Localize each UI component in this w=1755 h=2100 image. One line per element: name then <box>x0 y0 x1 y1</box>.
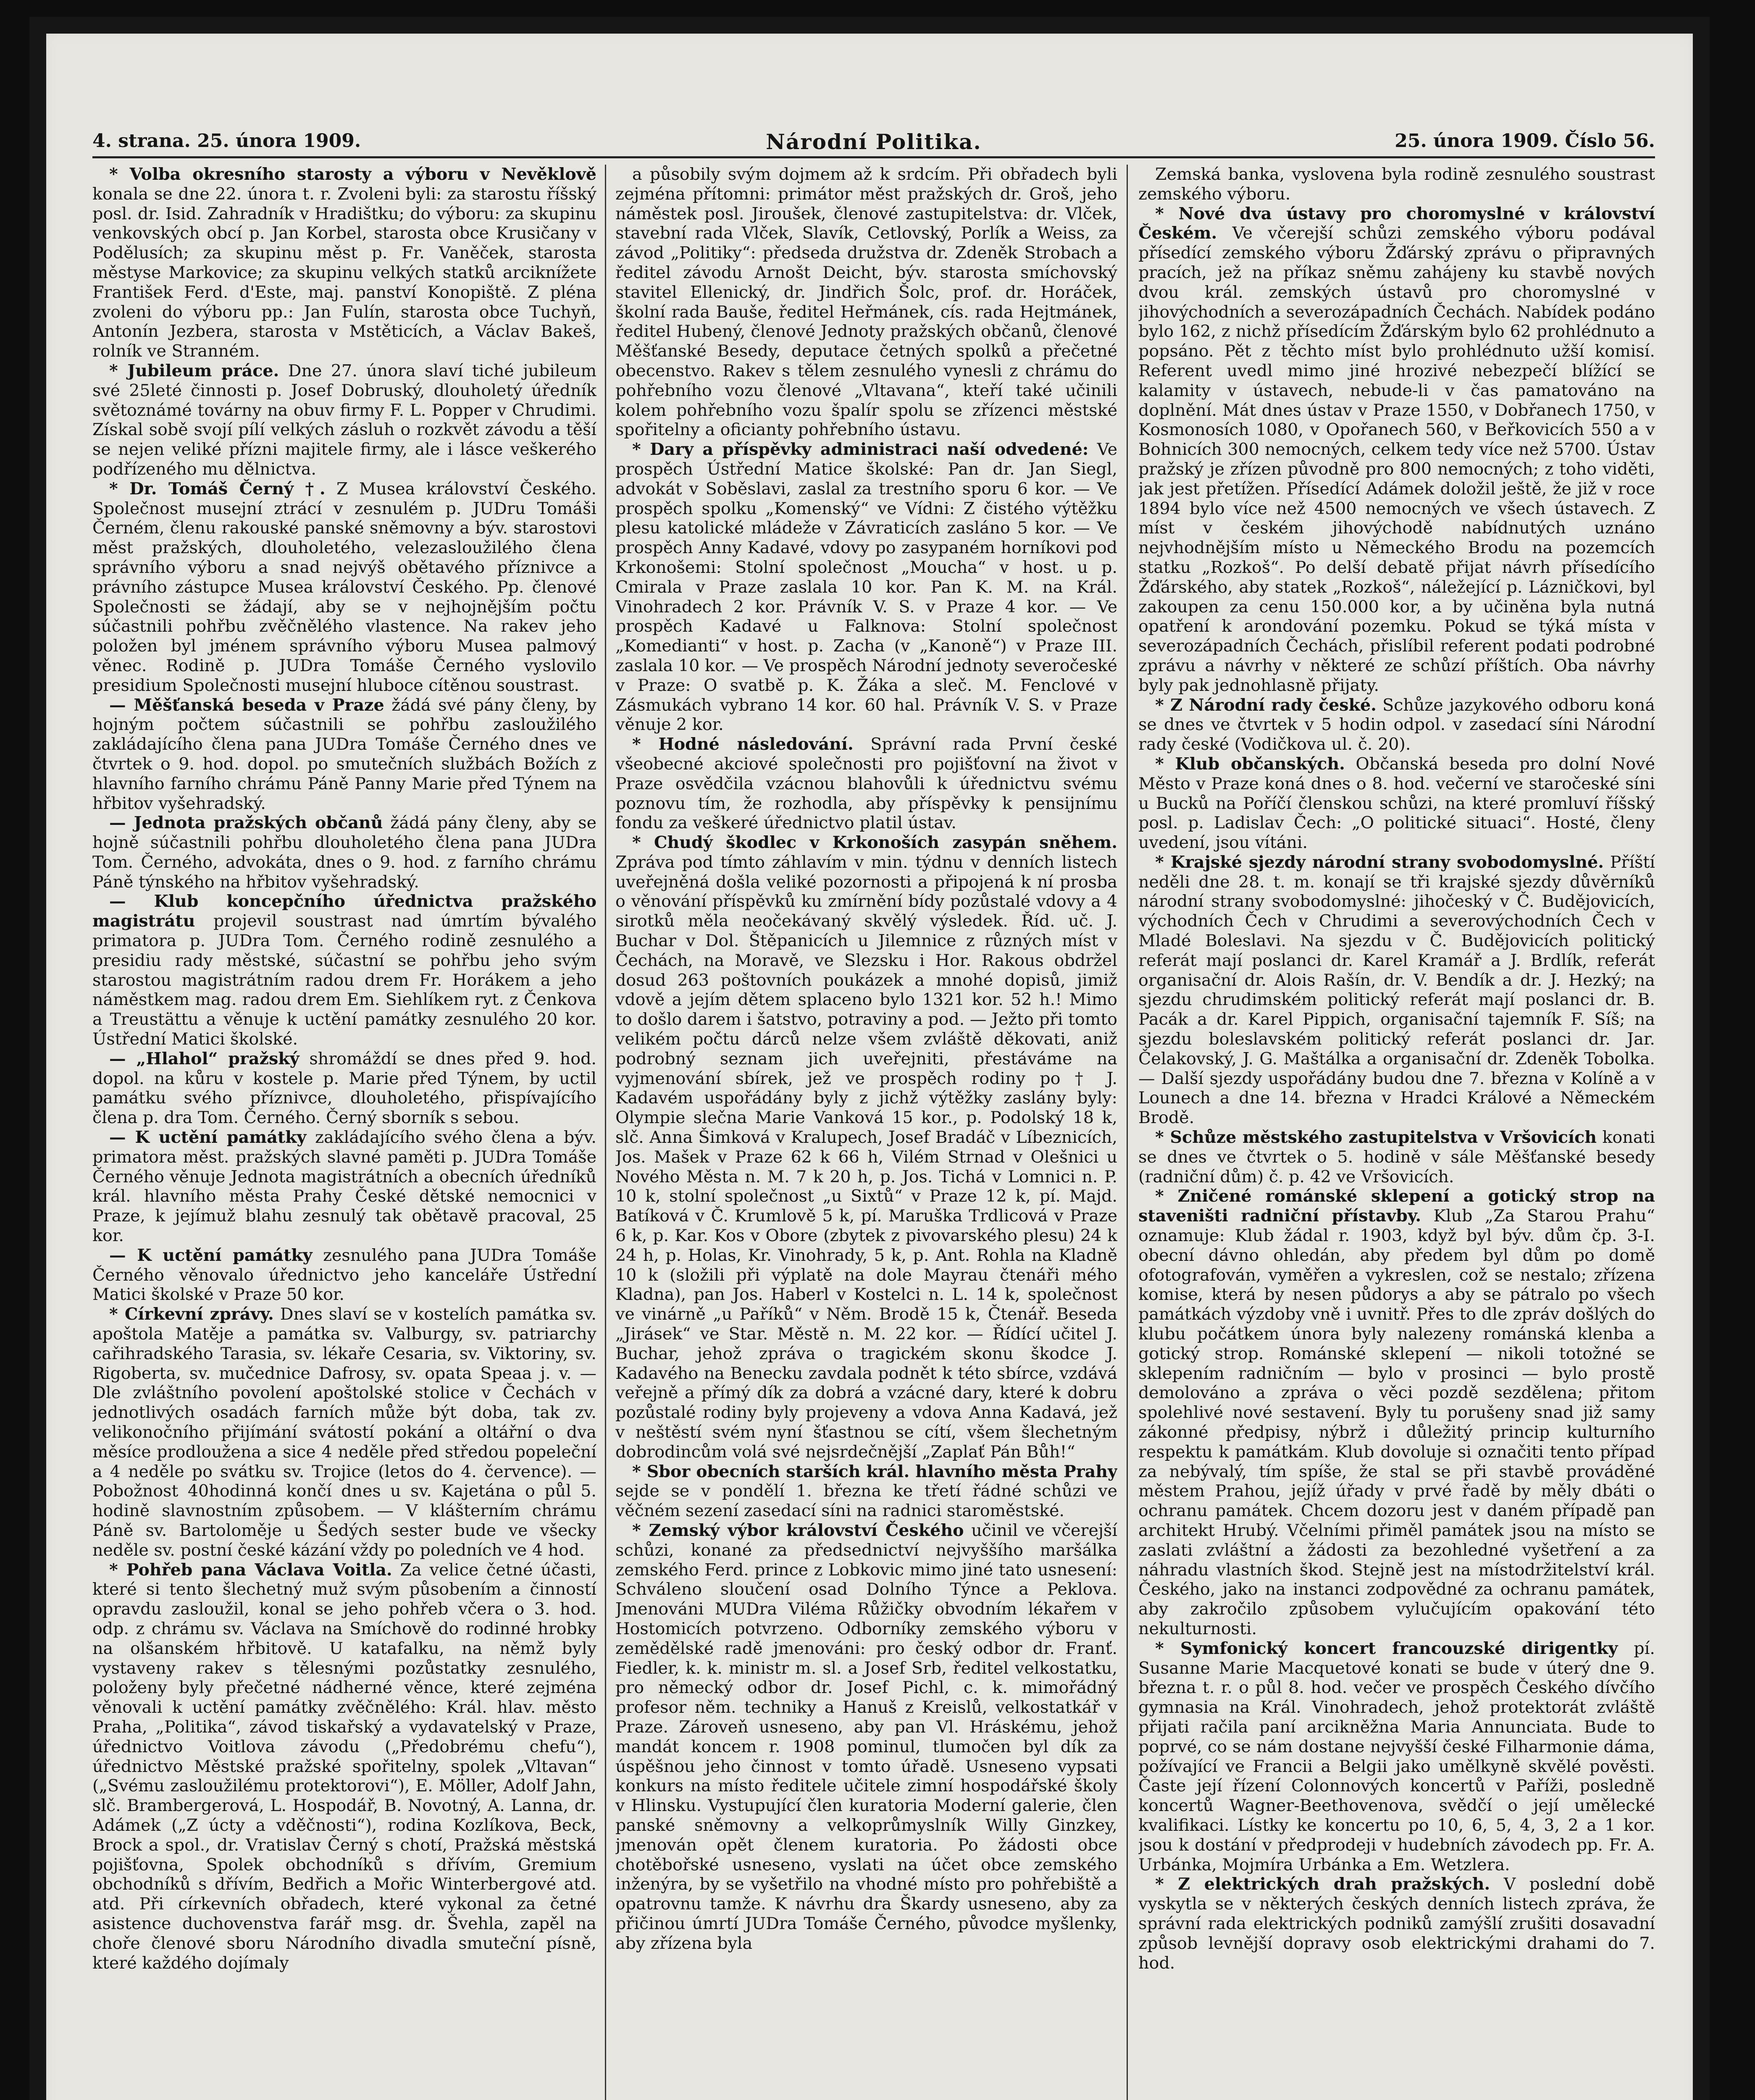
article-heading: * Z Národní rady české. <box>1155 695 1377 715</box>
article-paragraph <box>1138 1128 1655 1186</box>
article-text: Dne 27. února slaví tiché jubileum své 25leté činnosti p. Josef Dobruský, dlouholetý úředník světoznámé továrny na obuv firmy F. L. Popper v Chrudimi. Získal sobě svojí pílí velkých zásluh o rozkvět závodu a těší se nejen veliké přízni majitele firmy, ale i lásce veškerého podřízeného mu dělnictva. <box>92 361 596 479</box>
article-paragraph <box>92 165 596 361</box>
article-heading: — „Hlahol“ pražský <box>109 1049 300 1068</box>
article-heading: * Hodné následování. <box>632 735 854 754</box>
article-text: Za velice četné účasti, které si tento šlechetný muž svým působením a činností opravdu zasloužil, konal se jeho pohřeb včera o 3. hod. odp. z chrámu sv. Václava na Smíchově do rodinné hrobky na olšanském hřbitově. U katafalku, na němž byly vystaveny rakev s tělesnými pozůstatky zesnulého, položeny byly přečetné nádherné věnce, které zejména věnovali k uctění památky zvěčnělého: Král. hlav. město Praha, „Politika“, závod tiskařský a vydavatelský v Praze, úřednictvo Voitlova závodu („Předobrému chefu“), úřednictvo Městské pražské spořitelny, spolek „Vltavan“ („Svému zasloužilému protektorovi“), E. Möller, Adolf Jahn, slč. Brambergerová, L. Hospodář, B. Novotný, A. Lanna, dr. Adámek („Z úcty a vděčnosti“), rodina Kozlíkova, Beck, Brock a spol., dr. Vratislav Černý s chotí, Pražská městská pojišťovna, Spolek obchodníků s dřívím, Gremium obchodníků s dřívím, Bedřich a Mořic Winterbergové atd. atd. Při církevních obřadech, které vykonal za četné asistence duchovenstva farář msg. dr. Švehla, zapěl na choře členové sboru Národního divadla smuteční písně, které každého dojímaly <box>92 1560 596 1973</box>
article-text: Občanská beseda pro dolní Nové Město v Praze koná dnes o 8. hod. večerní ve staročeské síni u Bucků na Poříčí členskou schůzi, na které promluví říšský posl. p. Ladislav Čech: „O politické situaci“. Hosté, členy uvedení, jsou vítáni. <box>1138 754 1655 853</box>
column-divider <box>1127 165 1128 2100</box>
article-heading: * Sbor obecních starších král. hlavního města Prahy <box>632 1462 1117 1481</box>
article-heading: * Schůze městského zastupitelstva v Vršovicích <box>1155 1128 1597 1147</box>
article-text: Příští neděli dne 28. t. m. konají se tři krajské sjezdy důvěrníků národní strany svobodomyslné: jihočeský v Č. Budějovicích, východních Čech v Chrudimi a severovýchodních Čech v Mladé Boleslavi. Na sjezdu v Č. Budějovicích politický referát mají poslanci dr. Karel Kramář a J. Brdlík, referát organisační dr. Alois Rašín, dr. V. Bendík a dr. J. Hezký; na sjezdu chrudimském politický referát mají poslanci dr. B. Pacák a dr. Karel Pippich, organisační tajemník F. Síš; na sjezdu boleslavském politický referát poslanci dr. Jar. Čelakovský, J. G. Maštálka a organisační dr. Zdeněk Tobolka. — Další sjezdy uspořádány budou dne 7. března v Kolíně a v Lounech a dne 14. března v Hradci Králové a Německém Brodě. <box>1138 852 1655 1128</box>
article-heading: * Dr. Tomáš Černý †. <box>109 479 326 499</box>
article-heading: * Krajské sjezdy národní strany svobodomyslné. <box>1155 852 1604 872</box>
article-text: projevil soustrast nad úmrtím bývalého primatora p. JUDra Tom. Černého rodině zesnulého a presidiu rady městské, súčastní se pohřbu jeho svým starostou magistrátním radou drem Fr. Horákem a jeho náměstkem mag. radou drem Em. Siehlíkem ryt. z Čenkova a Treustättu a věnuje k uctění památky zesnulého 20 kor. Ústřední Matici školské. <box>92 911 596 1049</box>
article-text: konati se dnes ve čtvrtek o 5. hodině v sále Měšťanské besedy (radniční dům) č. p. 42 ve Vršovicích. <box>1138 1128 1655 1186</box>
article-paragraph <box>92 1560 596 1973</box>
article-paragraph <box>92 813 596 892</box>
article-heading: — K uctění památky <box>109 1128 307 1147</box>
article-text: Ve prospěch Ústřední Matice školské: Pan dr. Jan Siegl, advokát v Soběslavi, zaslal za trestního sporu 6 kor. — Ve prospěch spolku „Komenský“ ve Vídni: Z čistého výtěžku plesu katolické mládeže v Závraticích zasláno 5 kor. — Ve prospěch Anny Kadavé, vdovy po zasypaném horníkovi pod Krkonošemi: Stolní společnost „Moucha“ v host. u p. Cmirala v Praze zaslala 10 kor. Pan K. M. na Král. Vinohradech 2 kor. Právník V. S. v Praze 4 kor. — Ve prospěch Kadavé u Falknova: Stolní společnost „Komedianti“ v host. p. Zacha (v „Kanoně“) v Praze III. zaslala 10 kor. — Ve prospěch Národní jednoty severočeské v Praze: O svatbě p. K. Žáka a sleč. M. Fenclové v Zásmukách vybrano 14 kor. 60 hal. Právník V. S. v Praze věnuje 2 kor. <box>615 440 1117 735</box>
article-heading: * Nové dva ústavy pro choromyslné v království Českém. <box>1138 204 1655 243</box>
article-text: Dnes slaví se v kostelích památka sv. apoštola Matěje a památka sv. Valburgy, sv. patriarchy cařihradského Tarasia, sv. lékaře Cesaria, sv. Viktoriny, sv. Rigoberta, sv. mučednice Dafrosy, sv. opata Speaa j. v. — Dle zvláštního povolení apoštolské stolice v Čechách v jednotlivých osadách farních může být doba, tak zv. velikonočního přijímání svátostí pokání a oltářní o dva měsíce prodloužena a sice 4 neděle před středou popeleční a 4 neděle po svátku sv. Trojice (letos do 4. července). — Pobožnost 40hodinná končí dnes u sv. Kajetána o půl 5. hodině slavnostním způsobem. — V klášterním chrámu Páně sv. Bartoloměje u Šedých sester bude ve všecky neděle sv. postní české kázání vždy po poledních ve 4 hod. <box>92 1305 596 1560</box>
article-paragraph <box>92 479 596 696</box>
article-paragraph <box>92 1128 596 1246</box>
article-heading: * Církevní zprávy. <box>109 1305 274 1324</box>
article-text: zesnulého pana JUDra Tomáše Černého věnovalo úřednictvo jeho kanceláře Ústřední Matici školské v Praze 50 kor. <box>92 1245 596 1305</box>
article-paragraph <box>1138 853 1655 1128</box>
article-heading: * Jubileum práce. <box>109 361 279 381</box>
article-text: a působily svým dojmem až k srdcím. Při obřadech byli zejména přítomni: primátor měst pražských dr. Groš, jeho náměstek posl. Jiroušek, členové zastupitelstva: dr. Vlček, stavební rada Vlček, Slavík, Cetlovský, Porlík a Weiss, za závod „Politiky“: předseda družstva dr. Zdeněk Strobach a ředitel závodu Arnošt Deicht, býv. starosta smíchovský stavitel Ellenický, dr. Jindřich Šolc, prof. dr. Horáček, školní rada Bauše, ředitel Heřmánek, cís. rada Hejtmánek, ředitel Hubený, členové Jednoty pražských občanů, členové Měšťanské Besedy, deputace četných spolků a přečetné obecenstvo. Rakev s tělem zesnulého vynesli z chrámu do pohřebního vozu členové „Vltavana“, kteří také učinili kolem pohřebního vozu špalír spolu se zřízenci městské spořitelny a oficianty pohřebního ústavu. <box>615 165 1117 440</box>
article-paragraph <box>1138 696 1655 754</box>
article-paragraph <box>92 892 596 1049</box>
article-text: žádá své pány členy, by hojným počtem súčastnili se pohřbu zasloužilého zakládajícího člena pana JUDra Tomáše Černého dnes ve čtvrtek o 9. hod. dopol. po smutečních službách Božích z hlavního farního chrámu Páně Panny Marie před Týnem na hřbitov vyšehradský. <box>92 695 596 813</box>
article-text: žádá pány členy, aby se hojně súčastnili pohřbu dlouholetého člena pana JUDra Tom. Černého, advokáta, dnes o 9. hod. z farního chrámu Páně týnského na hřbitov vyšehradský. <box>92 813 596 892</box>
article-heading: — Klub koncepčního úřednictva pražského magistrátu <box>92 892 596 931</box>
article-text: Klub „Za Starou Prahu“ oznamuje: Klub žádal r. 1903, když byl býv. dům čp. 3-I. obecní dávno ohledán, aby předem byl dům po domě ofotografován, vyměřen a vykreslen, což se nestalo; zřízena komise, která by nesen půdorys a aby se pátralo po všech památkách výzdoby vně i uvnitř. Přes to dle zpráv došlých do klubu počátkem února byly nalezeny románská klenba a gotický strop. Románské sklepení — nikoli totožné se sklepením radničním — bylo v prosinci — bylo prostě demolováno a zpráva o věci pozdě sezdělena; přitom spolehlivé nové sestavení. Byly tu porušeny snad již samy zákonné předpisy, nýbrž i důležitý princip kulturního respektu k památkám. Klub dovoluje si označiti tento případ za nebývalý, tím spíše, že stal se při stavbě prováděné městem Prahou, jejíž úřady v prvé řadě by měly dbáti o ochranu památek. Chcem dozoru jest v daném případě pan architekt Hrubý. Včelními přiměl památek jsou na místo se zaslati zvláštní a žádosti za bezohledné vyšetření a za náhradu vlastních škod. Stejně jest na místodržitelství král. Českého, jako na instanci zodpovědné za ochranu památek, aby zakročilo způsobem vylučujícím opakování této nekulturnosti. <box>1138 1206 1655 1638</box>
article-heading: — Jednota pražských občanů <box>109 813 383 833</box>
article-paragraph <box>92 361 596 479</box>
article-heading: * Volba okresního starosty a výboru v Nevěklově <box>109 165 596 184</box>
article-paragraph <box>615 1521 1117 1953</box>
article-text: učinil ve včerejší schůzi, konané za předsednictví nejvyššího maršálka zemského Ferd. prince z Lobkovic mimo jiné tato usnesení: Schváleno sloučení osad Dolního Týnce a Peklova. Jmenováni MUDra Viléma Růžičky obvodním lékařem v Hostomicích potvrzeno. Odborníky zemského výboru v zemědělské radě jmenováni: pro český odbor dr. Franť. Fiedler, k. k. ministr m. sl. a Josef Srb, ředitel velkostatku, pro německý odbor dr. Josef Pichl, c. k. mimořádný profesor něm. techniky a Hanuš z Kreislů, velkostatkář v Praze. Zároveň usneseno, aby pan Vl. Hráskému, jehož mandát koncem r. 1908 pominul, tlumočen byl dík za úspěšnou jeho činnost v tomto úřadě. Usneseno vypsati konkurs na místo ředitele učitele zimní hospodářské školy v Hlinsku. Vystupující člen kuratoria Moderní galerie, člen panské sněmovny a velkoprůmyslník Willy Ginzkey, jmenován opět členem kuratoria. Po žádosti obce chotěbořské usneseno, vyslati na účet obce zemského inženýra, by se vyšetřilo na vhodné místo pro pohřebiště a opatrovnu tamže. K návrhu dra Škardy usneseno, aby za přičinou úmrtí JUDra Tomáše Černého, původce myšlenky, aby zřízena byla <box>615 1520 1117 1953</box>
article-text: konala se dne 22. února t. r. Zvoleni byli: za starostu říšský posl. dr. Isid. Zahradník v Hradištku; do výboru: za skupinu venkovských obcí p. Jan Korbel, starosta obce Krusičany v Podělusích; za skupinu měst p. Fr. Vaněček, starosta městyse Markovice; za skupinu velkých statků arciknížete František Ferd. d'Este, maj. panství Konopiště. Z pléna zvoleni do výboru pp.: Jan Fulín, starosta obce Tuchyň, Antonín Jezbera, starosta v Mstěticích, a Václav Bakeš, rolník ve Stranném. <box>92 184 596 361</box>
column-divider <box>605 165 606 2100</box>
article-paragraph <box>1138 1639 1655 1875</box>
article-text: Zpráva pod tímto záhlavím v min. týdnu v denních listech uveřejněná došla veliké pozornosti a připojená k ní prosba o věnování příspěvků ku zmírnění bídy pozůstalé vdovy a 4 sirotků měla neočekávaný skvělý výsledek. Říd. uč. J. Buchar v Dol. Štěpanicích u Jilemnice z různých míst v Čechách, na Moravě, ve Slezsku i Hor. Rakous obdržel dosud 263 poštovních poukázek a mnohé dopisů, jimiž vdově a jejím dětem splaceno bylo 1321 kor. 52 h.! Mimo to došlo darem i šatstvo, potraviny a pod. — Ježto při tomto velikém počtu dárců nelze všem zvláště děkovati, aniž podrobný seznam jich uveřejniti, přestáváme na vyjmenování sbírek, jež ve prospěch rodiny po † J. Kadavém uspořádány byly z jichž výtěžky zaslány byly: Olympie slečna Marie Vanková 15 kor., p. Podolský 18 k, slč. Anna Šimková v Kralupech, Josef Bradáč v Líbeznicích, Jos. Mašek v Praze 62 k 66 h, Vilém Strnad v Olešnici u Nového Města n. M. 7 k 20 h, p. Jos. Tichá v Lomnici n. P. 10 k, stolní společnost „u Sixtů“ v Praze 12 k, pí. Majd. Batíková v Č. Krumlově 5 k, pí. Maruška Trdlicová v Praze 6 k, p. Kar. Kos v Obore (zbytek z pivovarského plesu) 24 k 24 h, p. Holas, Kr. Vinohrady, 5 k, p. Ant. Rohla na Kladně 10 k (složili při výplatě na dole Mayrau čtenáři mého Kladna), pan Jos. Haberl v Kostelci n. L. 14 k, společnost ve vinárně „u Paříků“ v Něm. Brodě 15 k, Čtenář. Beseda „Jirásek“ ve Star. Městě n. M. 22 kor. — Řídící učitel J. Buchar, jehož zpráva o tragickém skonu škodce J. Kadavého na Benecku zavdala podnět k této sbírce, vzdává veřejně a přímý dík za dobrá a vzácné dary, které k dobru pozůstalé rodiny byly projeveny a vdova Anna Kadavá, jež v neštěstí svém nyní šťastnou se cítí, všem šlechetným dobrodincům volá své nejsrdečnější „Zaplať Pán Bůh!“ <box>615 852 1117 1462</box>
newspaper-page <box>29 17 1710 2100</box>
article-paragraph <box>1138 1874 1655 1973</box>
article-text: Z Musea království Českého. Společnost musejní ztrácí v zesnulém p. JUDru Tomáši Černém, členu rakouské panské sněmovny a býv. starostovi měst pražských, dlouholetého, velezasloužilého člena správního výboru a snad nejvýš obětavého příznivce a právního zástupce Musea království Českého. Pp. členové Společnosti se žádají, aby se v nejhojnějším počtu súčastnili pohřbu zvěčnělého vlastence. Na rakev jeho položen byl jménem správního výboru Musea palmový věnec. Rodině p. JUDra Tomáše Černého vyslovilo presidium Společnosti musejní hluboce cítěnou soustrast. <box>92 479 596 695</box>
article-heading: * Chudý škodlec v Krkonoších zasypán sněhem. <box>632 833 1117 853</box>
article-paragraph <box>1138 1186 1655 1638</box>
article-text: V poslední době vyskytla se v některých českých denních listech zpráva, že správní rada elektrických podniků zamýšlí zrušiti dosavadní způsob levnější dopravy osob elektrickými drahami do 7. hod. <box>1138 1874 1655 1973</box>
article-heading: * Symfonický koncert francouzské dirigentky <box>1155 1638 1618 1658</box>
article-text: pí. Susanne Marie Macquetové konati se bude v úterý dne 9. března t. r. o půl 8. hod. večer ve prospěch Českého dívčího gymnasia na Král. Vinohradech, jehož protektorát zvláště přijati račila paní arcikněžna Maria Annunciata. Bude to poprvé, co se nám dostane nejvyšší české Filharmonie dáma, požívající ve Francii a Belgii jako umělkyně skvělé pověsti. Časte její řízení Colonnových koncertů v Paříži, posledně koncertů Wagner-Beethovenova, svědčí o její umělecké kvalifikaci. Lístky ke koncertu po 10, 6, 5, 4, 3, 2 a 1 kor. jsou k dostání v předprodeji v hudebních závodech pp. Fr. A. Urbánka, Mojmíra Urbánka a Em. Wetzlera. <box>1138 1638 1655 1874</box>
article-paragraph <box>615 1462 1117 1521</box>
article-paragraph <box>615 165 1117 440</box>
article-text: Schůze jazykového odboru koná se dnes ve čtvrtek v 5 hodin odpol. v zasedací síni Národní rady české (Vodičkova ul. č. 20). <box>1138 695 1655 754</box>
article-heading: * Zemský výbor království Českého <box>632 1520 964 1540</box>
article-paragraph <box>615 440 1117 735</box>
article-text: Zemská banka, vyslovena byla rodině zesnulého soustrast zemského výboru. <box>1138 165 1655 204</box>
masthead <box>92 127 1655 158</box>
page-and-date: 4. strana. 25. února 1909. <box>92 130 361 152</box>
column-3 <box>1138 165 1655 2100</box>
article-heading: * Z elektrických drah pražských. <box>1155 1874 1490 1894</box>
article-paragraph <box>92 1305 596 1560</box>
article-heading: * Dary a příspěvky administraci naší odvedené: <box>632 440 1089 459</box>
article-paragraph <box>615 833 1117 1462</box>
article-paragraph <box>615 735 1117 833</box>
article-paragraph <box>92 1049 596 1128</box>
article-heading: — Měšťanská beseda v Praze <box>109 695 384 715</box>
article-heading: — K uctění památky <box>109 1245 313 1265</box>
article-paragraph <box>1138 204 1655 696</box>
article-heading: * Pohřeb pana Václava Voitla. <box>109 1560 392 1580</box>
article-heading: * Zničené románské sklepení a gotický strop na staveništi radniční přístavby. <box>1138 1186 1655 1226</box>
article-paragraph <box>92 1246 596 1305</box>
issue-number: 25. února 1909. Číslo 56. <box>1395 130 1655 152</box>
column-2 <box>615 165 1117 2100</box>
article-text: zakládajícího svého člena a býv. primatora měst. pražských slavné paměti p. JUDra Tomáše Černého věnuje Jednota magistrátních a obecních úředníků král. hlavního města Prahy České dětské nemocnici v Praze, k jejímuž blahu zesnulý tak obětavě pracoval, 25 kor. <box>92 1128 596 1246</box>
article-text: Správní rada První české všeobecné akciové společnosti pro pojišťovní na život v Praze osvědčila vzácnou blahovůli k úřednictvu svému poznovu tím, že rozhodla, aby příspěvky k pensijnímu fondu za veškeré úřednictvo platil ústav. <box>615 735 1117 833</box>
article-paragraph <box>92 696 596 814</box>
article-text: sejde se v pondělí 1. března ke třetí řádné schůzi ve věčném sezení zasedací síni na radnici staroměstské. <box>615 1481 1117 1521</box>
column-1 <box>92 165 596 2100</box>
article-heading: * Klub občanských. <box>1155 754 1345 774</box>
article-text: shromáždí se dnes před 9. hod. dopol. na kůru v kostele p. Marie před Týnem, by uctil památku svého příznivce, dlouholetého, přispívajícího člena p. dra Tom. Černého. Černý sborník s sebou. <box>92 1049 596 1128</box>
article-text: Ve včerejší schůzi zemského výboru podával přísedící zemského výboru Žďárský zprávu o připravných pracích, jež na příkaz sněmu zahájeny ku stavbě nových dvou král. zemských ústavů pro choromyslné v jihovýchodních a severozápadních Čechách. Nabídek podáno bylo 162, z nichž přísedícím Žďárským bylo 62 prohlédnuto a popsáno. Pět z těchto míst bylo prohlédnuto užší komisí. Referent uvedl mimo jiné hrozivé nebezpečí blížící se kalamity v ústavech, nebude-li v čas pamatováno na doplnění. Mát dnes ústav v Praze 1550, v Dobřanech 1750, v Kosmonosích 1080, v Opořanech 560, v Beřkovicích 550 a v Bohnicích 300 nemocných, celkem tedy více než 5700. Ústav pražský je zřízen původně pro 800 nemocných; z toho viděti, jak jest přetížen. Přísedící Adámek doložil ještě, že již v roce 1894 bylo více než 4500 nemocných ve všech ústavech. Z míst v českém jihovýchodě nabídnutých uznáno nejvhodnějším místo u Německého Brodu na pozemcích statku „Rozkoš“. Po delší debatě přijat návrh přísedícího Žďárského, aby statek „Rozkoš“, náležející p. Lázničkovi, byl zakoupen za cenu 150.000 kor, a by učiněna byla nutná opatření k arondování pozemku. Pokud se týká místa v severozápadních Čechách, přislíbil referent podati podrobné zprávu a návrhy v některé ze schůzí příštích. Oba návrhy byly pak jednohlasně přijaty. <box>1138 223 1655 695</box>
article-paragraph <box>1138 754 1655 853</box>
article-paragraph <box>1138 165 1655 204</box>
newspaper-title: Národní Politika. <box>766 129 982 154</box>
